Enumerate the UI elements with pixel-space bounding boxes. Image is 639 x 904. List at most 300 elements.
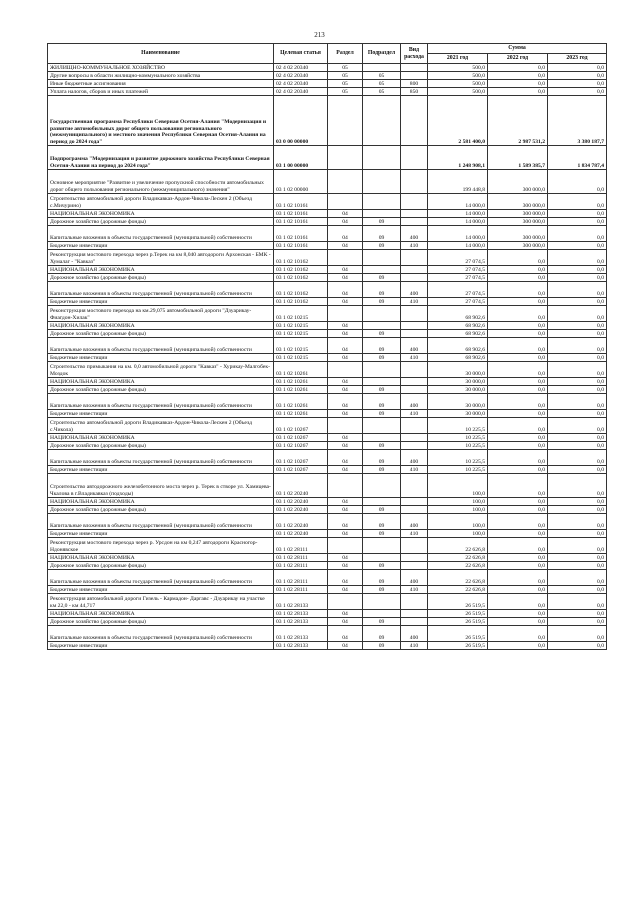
cell-2021: 22 626,8 <box>428 554 488 562</box>
cell-2022: 0,0 <box>488 434 548 442</box>
cell-section: 04 <box>328 410 363 418</box>
cell-subsection: 09 <box>363 298 401 306</box>
cell-section: 04 <box>328 298 363 306</box>
cell-2021: 14 000,0 <box>428 210 488 218</box>
cell-2021: 30 000,0 <box>428 394 488 410</box>
cell-expense-type: 400 <box>401 282 428 298</box>
cell-expense-type: 410 <box>401 242 428 250</box>
cell-expense-type <box>401 506 428 514</box>
cell-subsection: 09 <box>363 338 401 354</box>
cell-target: 03 1 02 20240 <box>274 498 328 506</box>
cell-2021: 500,0 <box>428 64 488 72</box>
cell-target: 03 1 02 10261 <box>274 378 328 386</box>
cell-target: 03 1 02 20240 <box>274 530 328 538</box>
table-row <box>48 618 607 626</box>
cell-name: Дорожное хозяйство (дорожные фонды) <box>48 330 274 338</box>
cell-2022: 300 000,0 <box>488 170 548 194</box>
cell-name: Капитальные вложения в объекты государственной (муниципальной) собственности <box>48 450 274 466</box>
cell-subsection: 09 <box>363 642 401 650</box>
cell-subsection: 09 <box>363 618 401 626</box>
cell-subsection <box>363 250 401 266</box>
cell-expense-type: 410 <box>401 410 428 418</box>
cell-2022: 0,0 <box>488 410 548 418</box>
cell-2023: 0,0 <box>548 386 607 394</box>
cell-name: НАЦИОНАЛЬНАЯ ЭКОНОМИКА <box>48 434 274 442</box>
cell-name: Капитальные вложения в объекты государственной (муниципальной) собственности <box>48 226 274 242</box>
cell-expense-type <box>401 418 428 434</box>
header-subsection: Подраздел <box>363 44 401 64</box>
table-row <box>48 562 607 570</box>
cell-section: 04 <box>328 618 363 626</box>
cell-target: 03 1 02 10261 <box>274 386 328 394</box>
cell-section <box>328 306 363 322</box>
cell-2022: 0,0 <box>488 386 548 394</box>
cell-subsection: 09 <box>363 242 401 250</box>
cell-2022: 300 000,0 <box>488 218 548 226</box>
cell-section: 04 <box>328 218 363 226</box>
cell-2023: 0,0 <box>548 80 607 88</box>
cell-subsection <box>363 146 401 170</box>
cell-target: 03 1 02 10162 <box>274 298 328 306</box>
cell-name: Капитальные вложения в объекты государственной (муниципальной) собственности <box>48 394 274 410</box>
cell-expense-type: 400 <box>401 450 428 466</box>
cell-2021: 26 519,5 <box>428 610 488 618</box>
cell-target: 03 1 02 28111 <box>274 554 328 562</box>
table-row <box>48 610 607 618</box>
cell-section: 04 <box>328 642 363 650</box>
cell-section: 04 <box>328 266 363 274</box>
cell-target: 03 1 02 20240 <box>274 474 328 498</box>
cell-2022: 0,0 <box>488 562 548 570</box>
cell-2023: 0,0 <box>548 210 607 218</box>
cell-2021: 27 074,5 <box>428 298 488 306</box>
cell-section: 04 <box>328 498 363 506</box>
table-row <box>48 442 607 450</box>
cell-section <box>328 170 363 194</box>
cell-section: 04 <box>328 330 363 338</box>
cell-expense-type: 410 <box>401 298 428 306</box>
cell-2021: 10 225,5 <box>428 466 488 474</box>
table-row <box>48 530 607 538</box>
cell-target: 03 0 00 00000 <box>274 96 328 146</box>
cell-subsection: 09 <box>363 586 401 594</box>
cell-2021: 500,0 <box>428 80 488 88</box>
cell-section <box>328 594 363 610</box>
cell-2023: 0,0 <box>548 570 607 586</box>
cell-subsection: 09 <box>363 274 401 282</box>
cell-expense-type <box>401 562 428 570</box>
table-row <box>48 250 607 266</box>
cell-name: Капитальные вложения в объекты государственной (муниципальной) собственности <box>48 338 274 354</box>
cell-target: 03 1 02 20240 <box>274 506 328 514</box>
cell-2021: 1 248 908,1 <box>428 146 488 170</box>
cell-name: Дорожное хозяйство (дорожные фонды) <box>48 386 274 394</box>
cell-2022: 0,0 <box>488 514 548 530</box>
cell-target: 03 1 02 10161 <box>274 242 328 250</box>
cell-name: Бюджетные инвестиции <box>48 586 274 594</box>
cell-2022: 0,0 <box>488 338 548 354</box>
cell-2023: 0,0 <box>548 306 607 322</box>
cell-name: Другие вопросы в области жилищно-коммунального хозяйства <box>48 72 274 80</box>
table-row <box>48 554 607 562</box>
cell-2023: 0,0 <box>548 170 607 194</box>
cell-section <box>328 96 363 146</box>
cell-name: Дорожное хозяйство (дорожные фонды) <box>48 442 274 450</box>
table-row <box>48 80 607 88</box>
cell-2022: 1 589 385,7 <box>488 146 548 170</box>
cell-2021: 68 902,6 <box>428 354 488 362</box>
cell-2023: 0,0 <box>548 354 607 362</box>
cell-target: 03 1 02 10215 <box>274 306 328 322</box>
cell-2021: 26 519,5 <box>428 618 488 626</box>
cell-2021: 100,0 <box>428 498 488 506</box>
cell-expense-type <box>401 618 428 626</box>
cell-section: 04 <box>328 338 363 354</box>
cell-2022: 0,0 <box>488 618 548 626</box>
cell-expense-type <box>401 64 428 72</box>
cell-name: ЖИЛИЩНО-КОММУНАЛЬНОЕ ХОЗЯЙСТВО <box>48 64 274 72</box>
cell-2022: 0,0 <box>488 466 548 474</box>
cell-2023: 0,0 <box>548 594 607 610</box>
cell-2022: 300 000,0 <box>488 226 548 242</box>
cell-name: НАЦИОНАЛЬНАЯ ЭКОНОМИКА <box>48 378 274 386</box>
cell-section: 04 <box>328 610 363 618</box>
cell-subsection <box>363 498 401 506</box>
cell-2023: 0,0 <box>548 642 607 650</box>
cell-2022: 0,0 <box>488 266 548 274</box>
cell-2021: 30 000,0 <box>428 378 488 386</box>
cell-target: 03 1 00 00000 <box>274 146 328 170</box>
budget-table <box>47 43 607 650</box>
cell-2022: 0,0 <box>488 394 548 410</box>
cell-target: 02 4 02 20340 <box>274 64 328 72</box>
cell-name: Бюджетные инвестиции <box>48 354 274 362</box>
cell-2021: 10 225,5 <box>428 442 488 450</box>
cell-2022: 0,0 <box>488 306 548 322</box>
cell-2021: 26 519,5 <box>428 626 488 642</box>
cell-subsection: 09 <box>363 282 401 298</box>
cell-subsection: 09 <box>363 466 401 474</box>
cell-2022: 300 000,0 <box>488 210 548 218</box>
cell-2021: 22 626,8 <box>428 562 488 570</box>
cell-2023: 0,0 <box>548 218 607 226</box>
table-row <box>48 386 607 394</box>
cell-2022: 0,0 <box>488 362 548 378</box>
table-row <box>48 394 607 410</box>
cell-section: 04 <box>328 394 363 410</box>
header-expense-type: Вид расхода <box>401 44 428 64</box>
cell-2021: 500,0 <box>428 72 488 80</box>
cell-2023: 0,0 <box>548 274 607 282</box>
cell-2023: 0,0 <box>548 554 607 562</box>
table-row <box>48 64 607 72</box>
cell-2022: 0,0 <box>488 498 548 506</box>
cell-target: 03 1 02 10261 <box>274 394 328 410</box>
cell-expense-type <box>401 194 428 210</box>
header-target: Целевая статья <box>274 44 328 64</box>
cell-name: Реконструкция автомобильной дороги Гизель - Кармадон- Даргавс - Дзуарикау на участке км 22,0 - км 44,717 <box>48 594 274 610</box>
cell-expense-type <box>401 378 428 386</box>
page-number: 213 <box>314 31 325 39</box>
table-row <box>48 538 607 554</box>
cell-target: 03 1 02 10162 <box>274 274 328 282</box>
cell-section: 05 <box>328 80 363 88</box>
table-row <box>48 194 607 210</box>
cell-name: Уплата налогов, сборов и иных платежей <box>48 88 274 96</box>
cell-2021: 27 074,5 <box>428 266 488 274</box>
cell-2021: 27 074,5 <box>428 250 488 266</box>
table-row <box>48 570 607 586</box>
cell-subsection <box>363 434 401 442</box>
cell-expense-type <box>401 594 428 610</box>
table-row <box>48 434 607 442</box>
table-row <box>48 378 607 386</box>
table-row <box>48 466 607 474</box>
cell-expense-type <box>401 386 428 394</box>
cell-subsection: 09 <box>363 442 401 450</box>
cell-expense-type <box>401 610 428 618</box>
cell-section: 04 <box>328 442 363 450</box>
cell-expense-type <box>401 306 428 322</box>
cell-2022: 2 987 531,2 <box>488 96 548 146</box>
cell-2021: 26 519,5 <box>428 594 488 610</box>
cell-name: Бюджетные инвестиции <box>48 298 274 306</box>
cell-name: Бюджетные инвестиции <box>48 410 274 418</box>
cell-2022: 0,0 <box>488 474 548 498</box>
cell-section <box>328 250 363 266</box>
cell-expense-type: 400 <box>401 626 428 642</box>
table-row <box>48 88 607 96</box>
header-section: Раздел <box>328 44 363 64</box>
cell-target: 03 1 02 28111 <box>274 562 328 570</box>
cell-target: 03 1 02 10162 <box>274 250 328 266</box>
cell-name: НАЦИОНАЛЬНАЯ ЭКОНОМИКА <box>48 322 274 330</box>
cell-target: 03 1 02 28133 <box>274 618 328 626</box>
cell-name: Строительство автодорожного железобетонного моста через р. Терек в створе ул. Хамицева-Чкалова в г.Владикавказ (подходы) <box>48 474 274 498</box>
cell-section: 04 <box>328 354 363 362</box>
cell-2022: 0,0 <box>488 354 548 362</box>
cell-2021: 100,0 <box>428 530 488 538</box>
cell-subsection <box>363 378 401 386</box>
cell-2023: 0,0 <box>548 530 607 538</box>
cell-section <box>328 474 363 498</box>
table-header <box>48 44 607 64</box>
table-row <box>48 338 607 354</box>
cell-target: 03 1 02 10161 <box>274 210 328 218</box>
cell-name: Бюджетные инвестиции <box>48 642 274 650</box>
table-row <box>48 226 607 242</box>
cell-2022: 0,0 <box>488 64 548 72</box>
cell-2021: 22 626,8 <box>428 570 488 586</box>
cell-2023: 0,0 <box>548 618 607 626</box>
header-year-2023: 2023 год <box>548 54 607 64</box>
cell-2021: 68 902,6 <box>428 338 488 354</box>
cell-2023: 0,0 <box>548 194 607 210</box>
cell-expense-type <box>401 96 428 146</box>
cell-2023: 0,0 <box>548 514 607 530</box>
cell-section <box>328 418 363 434</box>
cell-section: 04 <box>328 466 363 474</box>
cell-subsection <box>363 362 401 378</box>
table-row <box>48 626 607 642</box>
cell-2023: 0,0 <box>548 450 607 466</box>
cell-2022: 0,0 <box>488 594 548 610</box>
cell-expense-type: 400 <box>401 226 428 242</box>
cell-target: 03 1 02 10161 <box>274 226 328 242</box>
cell-subsection: 09 <box>363 386 401 394</box>
cell-section: 04 <box>328 450 363 466</box>
cell-target: 03 1 02 10162 <box>274 266 328 274</box>
cell-2023: 0,0 <box>548 586 607 594</box>
table-row <box>48 218 607 226</box>
cell-expense-type <box>401 362 428 378</box>
cell-target: 03 1 02 10215 <box>274 330 328 338</box>
cell-2022: 0,0 <box>488 506 548 514</box>
cell-expense-type <box>401 474 428 498</box>
table-row <box>48 594 607 610</box>
cell-section: 04 <box>328 530 363 538</box>
cell-name: НАЦИОНАЛЬНАЯ ЭКОНОМИКА <box>48 266 274 274</box>
cell-subsection <box>363 210 401 218</box>
cell-section <box>328 362 363 378</box>
cell-2023: 0,0 <box>548 466 607 474</box>
cell-name: Реконструкция мостового перехода через р.Терек на км 8,040 автодороги Архонская - БМК - Хумалаг - "Кавказ" <box>48 250 274 266</box>
cell-target: 03 1 02 10267 <box>274 442 328 450</box>
table-row <box>48 266 607 274</box>
cell-target: 03 1 02 10161 <box>274 218 328 226</box>
cell-2022: 0,0 <box>488 88 548 96</box>
cell-2021: 30 000,0 <box>428 362 488 378</box>
cell-2022: 300 000,0 <box>488 242 548 250</box>
cell-expense-type <box>401 170 428 194</box>
cell-target: 03 1 02 28111 <box>274 586 328 594</box>
cell-2021: 100,0 <box>428 474 488 498</box>
cell-2021: 14 000,0 <box>428 218 488 226</box>
cell-section: 04 <box>328 514 363 530</box>
cell-2022: 0,0 <box>488 610 548 618</box>
cell-2021: 30 000,0 <box>428 410 488 418</box>
cell-2022: 0,0 <box>488 72 548 80</box>
cell-subsection <box>363 96 401 146</box>
cell-2023: 0,0 <box>548 610 607 618</box>
cell-2023: 0,0 <box>548 322 607 330</box>
cell-2022: 0,0 <box>488 282 548 298</box>
cell-2022: 0,0 <box>488 626 548 642</box>
cell-name: Строительство примыкания на км. 0,0 автомобильной дороги "Кавказ" - Хурикау-Малгобек-Моздок <box>48 362 274 378</box>
cell-expense-type: 410 <box>401 354 428 362</box>
cell-2022: 0,0 <box>488 450 548 466</box>
cell-2023: 0,0 <box>548 226 607 242</box>
cell-2023: 0,0 <box>548 394 607 410</box>
cell-section: 04 <box>328 586 363 594</box>
cell-target: 03 1 02 10215 <box>274 338 328 354</box>
cell-target: 03 1 02 10162 <box>274 282 328 298</box>
cell-name: Бюджетные инвестиции <box>48 242 274 250</box>
cell-name: Дорожное хозяйство (дорожные фонды) <box>48 274 274 282</box>
cell-target: 03 1 02 10161 <box>274 194 328 210</box>
cell-subsection: 09 <box>363 514 401 530</box>
table-row <box>48 170 607 194</box>
table-row <box>48 72 607 80</box>
cell-expense-type: 410 <box>401 466 428 474</box>
cell-subsection: 05 <box>363 88 401 96</box>
cell-2022: 0,0 <box>488 530 548 538</box>
cell-section: 04 <box>328 386 363 394</box>
cell-2023: 0,0 <box>548 378 607 386</box>
cell-2022: 0,0 <box>488 418 548 434</box>
cell-name: Капитальные вложения в объекты государственной (муниципальной) собственности <box>48 626 274 642</box>
cell-target: 03 1 02 20240 <box>274 514 328 530</box>
cell-section: 04 <box>328 626 363 642</box>
cell-section: 04 <box>328 322 363 330</box>
cell-section <box>328 194 363 210</box>
cell-expense-type: 400 <box>401 514 428 530</box>
cell-section: 04 <box>328 570 363 586</box>
cell-target: 03 1 02 10261 <box>274 362 328 378</box>
cell-2022: 0,0 <box>488 322 548 330</box>
cell-name: НАЦИОНАЛЬНАЯ ЭКОНОМИКА <box>48 498 274 506</box>
cell-section: 04 <box>328 242 363 250</box>
table-row <box>48 498 607 506</box>
cell-name: Дорожное хозяйство (дорожные фонды) <box>48 618 274 626</box>
cell-expense-type <box>401 274 428 282</box>
table-row <box>48 306 607 322</box>
cell-expense-type <box>401 210 428 218</box>
cell-expense-type <box>401 266 428 274</box>
cell-2022: 0,0 <box>488 80 548 88</box>
table-row <box>48 282 607 298</box>
cell-target: 02 4 02 20340 <box>274 88 328 96</box>
cell-name: Строительство автомобильной дороги Владикавказ-Ардон-Чикола-Лескен 2 (Объезд с.Чикола) <box>48 418 274 434</box>
cell-target: 03 1 02 28111 <box>274 570 328 586</box>
cell-target: 03 1 02 28133 <box>274 626 328 642</box>
cell-name: Подпрограмма "Модернизация и развитие дорожного хозяйства Республики Северная Осетия-Алания на период до 2024 года" <box>48 146 274 170</box>
cell-2023: 0,0 <box>548 538 607 554</box>
cell-2021: 10 225,5 <box>428 450 488 466</box>
cell-expense-type <box>401 538 428 554</box>
cell-2023: 0,0 <box>548 410 607 418</box>
cell-2023: 0,0 <box>548 626 607 642</box>
cell-section: 05 <box>328 88 363 96</box>
cell-2023: 0,0 <box>548 562 607 570</box>
cell-expense-type: 410 <box>401 530 428 538</box>
cell-target: 03 1 02 10267 <box>274 466 328 474</box>
table-row <box>48 298 607 306</box>
cell-target: 03 1 02 10267 <box>274 450 328 466</box>
table-row <box>48 418 607 434</box>
header-name: Наименование <box>48 44 274 64</box>
cell-2021: 10 225,5 <box>428 434 488 442</box>
cell-2021: 27 074,5 <box>428 274 488 282</box>
cell-2022: 0,0 <box>488 538 548 554</box>
cell-2022: 0,0 <box>488 442 548 450</box>
cell-2021: 14 000,0 <box>428 194 488 210</box>
cell-2021: 68 902,6 <box>428 322 488 330</box>
header-sum: Сумма <box>428 44 607 54</box>
cell-expense-type <box>401 498 428 506</box>
cell-target: 02 4 02 20340 <box>274 72 328 80</box>
cell-expense-type <box>401 434 428 442</box>
cell-section: 05 <box>328 72 363 80</box>
cell-2021: 2 581 400,0 <box>428 96 488 146</box>
cell-section: 05 <box>328 64 363 72</box>
cell-2021: 22 626,8 <box>428 538 488 554</box>
cell-2023: 0,0 <box>548 498 607 506</box>
cell-2021: 68 902,6 <box>428 330 488 338</box>
cell-target: 03 1 02 10267 <box>274 418 328 434</box>
cell-subsection: 09 <box>363 530 401 538</box>
cell-name: Капитальные вложения в объекты государственной (муниципальной) собственности <box>48 570 274 586</box>
